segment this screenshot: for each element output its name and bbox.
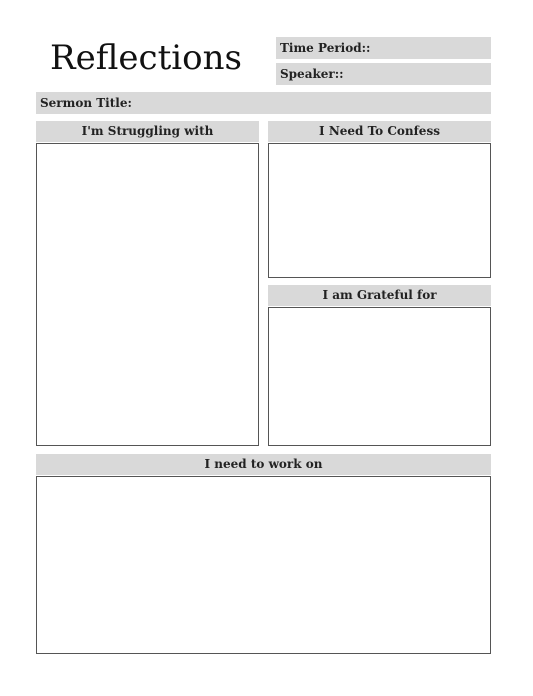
struggling-writing-area[interactable]	[36, 143, 259, 446]
work-on-heading: I need to work on	[36, 454, 491, 475]
time-period-label: Time Period::	[280, 41, 371, 55]
time-period-field[interactable]	[276, 37, 491, 59]
struggling-heading: I'm Struggling with	[36, 121, 259, 142]
work-on-writing-area[interactable]	[36, 476, 491, 654]
sermon-title-field[interactable]	[36, 92, 491, 114]
page-title: Reflections	[50, 38, 242, 78]
speaker-field[interactable]	[276, 63, 491, 85]
sermon-title-label: Sermon Title:	[40, 96, 132, 110]
confess-heading: I Need To Confess	[268, 121, 491, 142]
confess-writing-area[interactable]	[268, 143, 491, 278]
grateful-heading: I am Grateful for	[268, 285, 491, 306]
speaker-label: Speaker::	[280, 67, 344, 81]
grateful-writing-area[interactable]	[268, 307, 491, 446]
